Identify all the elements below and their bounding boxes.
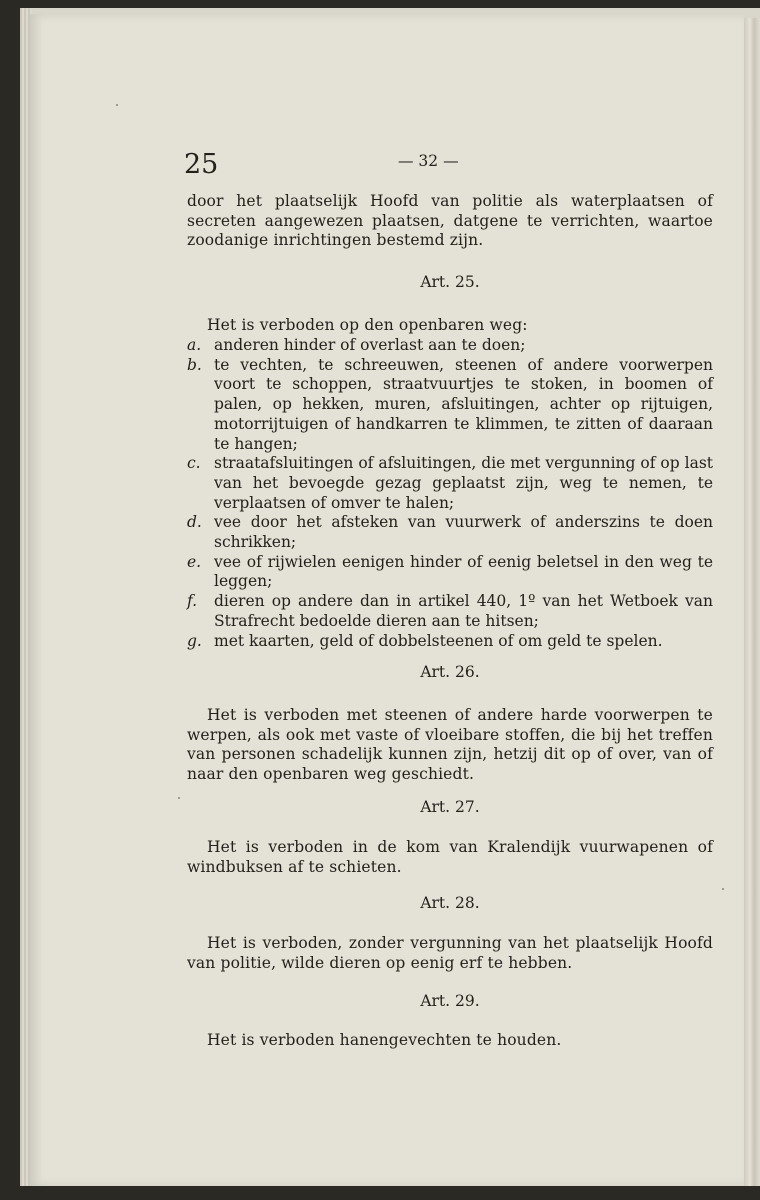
list-item-text: vee door het afsteken van vuurwerk of anderszins te doen schrikken;: [214, 513, 713, 552]
page-number: — 32 —: [398, 152, 459, 170]
article-heading-26: Art. 26.: [420, 663, 480, 681]
list-item: [187, 513, 713, 552]
list-item-text: met kaarten, geld of dobbelsteenen of om geld te spelen.: [214, 631, 663, 650]
article-25-lead: Het is verboden op den openbaren weg:: [207, 316, 528, 334]
list-item-text: te vechten, te schreeuwen, steenen of andere voorwerpen voort te schoppen, straatvuurtjes te stoken, in boomen of palen, op hekken, muren, afsluitingen, achter op rijtuigen, motorrijtuigen of handkarren te klimmen, te zitten of daaraan te hangen;: [214, 355, 713, 453]
article-27-body: Het is verboden in de kom van Kralendijk vuurwapenen of windbuksen af te schieten.: [187, 838, 713, 876]
article-25-list: [187, 336, 713, 651]
list-item-label: g.: [187, 631, 202, 650]
scan-bottom-border: [0, 1186, 760, 1200]
article-heading-27: Art. 27.: [420, 798, 480, 816]
article-26-body: Het is verboden met steenen of andere harde voorwerpen te werpen, als ook met vaste of vloeibare stoffen, die bij het treffen van personen schadelijk kunnen zijn, hetzij dit op of over, van of naar den openbaren weg geschiedt.: [187, 706, 713, 784]
article-heading-29: Art. 29.: [420, 992, 480, 1010]
list-item-text: anderen hinder of overlast aan te doen;: [214, 336, 526, 354]
list-item-label: e.: [187, 552, 202, 571]
list-item-label: a.: [187, 336, 202, 354]
list-item-label: d.: [187, 513, 202, 532]
list-item: [187, 553, 713, 592]
article-28-body: Het is verboden, zonder vergunning van het plaatselijk Hoofd van politie, wilde dieren op eenig erf te hebben.: [187, 934, 713, 972]
intro-paragraph: door het plaatselijk Hoofd van politie als waterplaatsen of secreten aangewezen plaatsen, datgene te verrichten, waartoe zoodanige inrichtingen bestemd zijn.: [187, 192, 713, 250]
article-heading-25: Art. 25.: [420, 273, 480, 291]
paper-speck: [116, 104, 118, 106]
article-heading-28: Art. 28.: [420, 894, 480, 912]
article-marker: 25: [184, 149, 219, 180]
list-item: [187, 454, 713, 513]
paper-speck: [722, 888, 724, 890]
list-item-label: b.: [187, 355, 202, 374]
list-item: [187, 336, 713, 356]
list-item-text: dieren op andere dan in artikel 440, 1º van het Wetboek van Strafrecht bedoelde dieren aan te hitsen;: [214, 592, 713, 630]
list-item-text: vee of rijwielen eenigen hinder of eenig beletsel in den weg te leggen;: [214, 552, 713, 591]
list-item-label: f.: [187, 592, 198, 611]
list-item-label: c.: [187, 454, 201, 473]
list-item: [187, 356, 713, 455]
article-29-body: Het is verboden hanengevechten te houden.: [207, 1031, 562, 1049]
list-item: [187, 592, 713, 631]
list-item: [187, 632, 713, 652]
page-stack-right-edge: [744, 18, 760, 1190]
paper-speck: [178, 797, 180, 799]
list-item-text: straatafsluitingen of afsluitingen, die met vergunning of op last van het bevoegde gezag geplaatst zijn, weg te nemen, te verplaatsen of omver te halen;: [214, 454, 713, 512]
